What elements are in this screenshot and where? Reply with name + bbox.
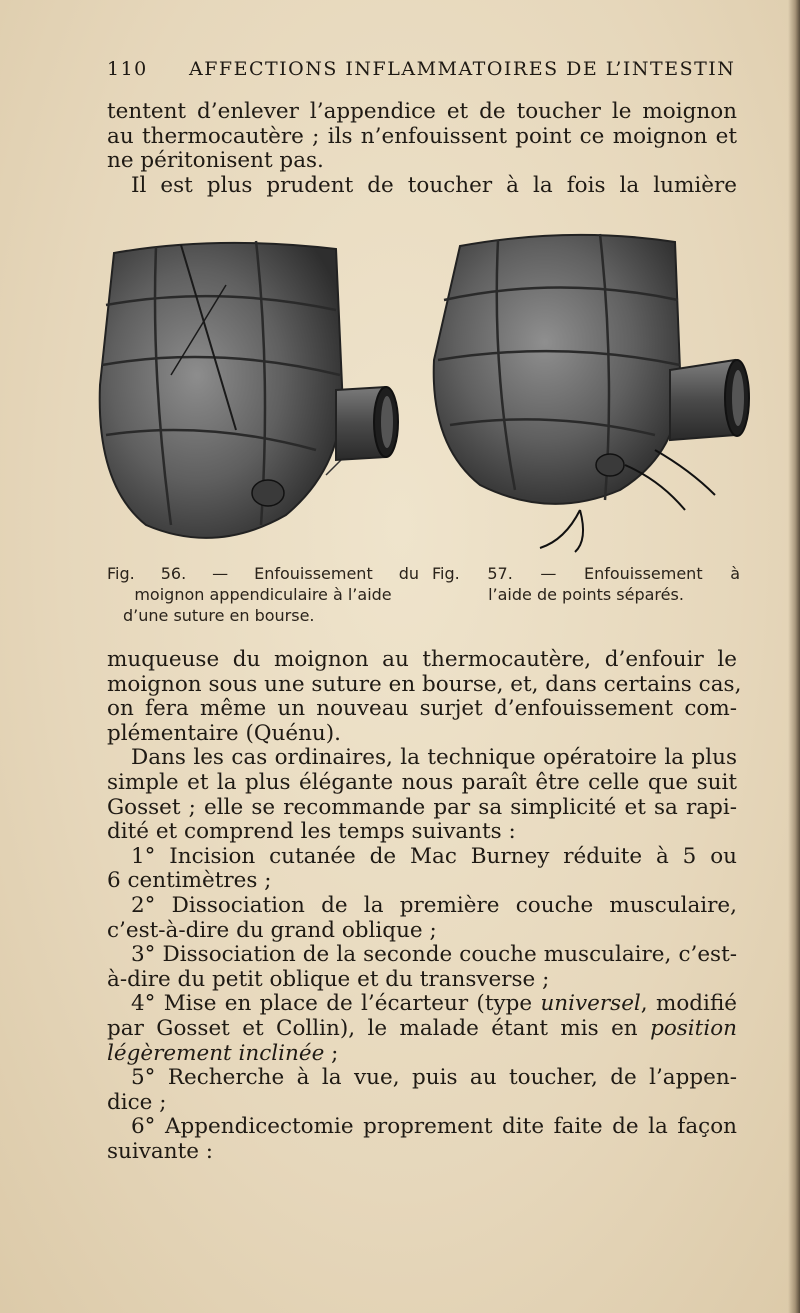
caption-line: Fig. 57. — Enfouissement à bbox=[432, 564, 740, 583]
paragraph-intro bbox=[107, 100, 737, 198]
text-line: simple et la plus élégante nous paraît être celle que suit bbox=[107, 769, 737, 795]
text-run: ; bbox=[324, 1040, 339, 1066]
text-line: on fera même un nouveau surjet d’enfouissement com- bbox=[107, 696, 737, 722]
list-item: 1° Incision cutanée de Mac Burney réduite à 5 ou bbox=[131, 843, 737, 869]
text-line: tentent d’enlever l’appendice et de toucher le moignon bbox=[107, 99, 737, 124]
list-item: 6° Appendicectomie proprement dite faite de la façon bbox=[131, 1114, 737, 1140]
running-header bbox=[107, 58, 736, 86]
page-edge-shadow bbox=[788, 0, 800, 1313]
caption-line: moignon appendiculaire à l’aide bbox=[134, 585, 392, 604]
text-line: dice ; bbox=[107, 1089, 167, 1115]
caption-line: Fig. 56. — Enfouissement du bbox=[107, 564, 419, 583]
figure-56-illustration bbox=[96, 225, 401, 555]
figure-57-illustration bbox=[430, 220, 752, 560]
text-line: au thermocautère ; ils n’enfouissent point ce moignon et bbox=[107, 123, 737, 149]
list-item: 5° Recherche à la vue, puis au toucher, de l’appen- bbox=[131, 1065, 737, 1091]
text-line: Il est plus prudent de toucher à la fois la lumière bbox=[131, 172, 737, 198]
list-item bbox=[107, 992, 737, 1017]
caption-line: d’une suture en bourse. bbox=[123, 606, 315, 625]
emphasis: légèrement inclinée bbox=[107, 1040, 325, 1066]
text-line: ne péritonisent pas. bbox=[107, 148, 324, 174]
text-line: plémentaire (Quénu). bbox=[107, 720, 341, 746]
text-line bbox=[107, 1017, 737, 1042]
text-line: muqueuse du moignon au thermocautère, d’enfouir le bbox=[107, 647, 737, 672]
text-line: suivante : bbox=[107, 1138, 214, 1164]
text-line: à-dire du petit oblique et du transverse ; bbox=[107, 966, 550, 992]
text-run: par Gosset et Collin), le malade étant mis en bbox=[107, 1015, 651, 1041]
page-number: 110 bbox=[107, 58, 148, 80]
text-line: Gosset ; elle se recommande par sa simplicité et sa rapi- bbox=[107, 794, 737, 820]
emphasis: position bbox=[650, 1015, 737, 1041]
paragraph-main bbox=[107, 647, 742, 1164]
figure-57-caption bbox=[432, 563, 740, 605]
running-title: AFFECTIONS INFLAMMATOIRES DE L’INTESTIN bbox=[189, 58, 736, 80]
text-line: 6 centimètres ; bbox=[107, 868, 272, 894]
text-line: dité et comprend les temps suivants : bbox=[107, 819, 516, 845]
text-run: , modifié bbox=[640, 991, 738, 1017]
caption-line: l’aide de points séparés. bbox=[488, 585, 684, 604]
text-line: Dans les cas ordinaires, la technique opératoire la plus bbox=[131, 745, 737, 771]
text-line bbox=[107, 1042, 737, 1067]
list-item: 2° Dissociation de la première couche musculaire, bbox=[131, 892, 737, 918]
emphasis: universel bbox=[540, 991, 641, 1017]
text-run: 4° Mise en place de l’écarteur (type bbox=[131, 991, 541, 1017]
list-item: 3° Dissociation de la seconde couche musculaire, c’est- bbox=[131, 942, 737, 968]
text-line: moignon sous une suture en bourse, et, dans certains cas, bbox=[107, 671, 742, 697]
figure-56-caption bbox=[107, 563, 419, 626]
text-line: c’est-à-dire du grand oblique ; bbox=[107, 917, 437, 943]
